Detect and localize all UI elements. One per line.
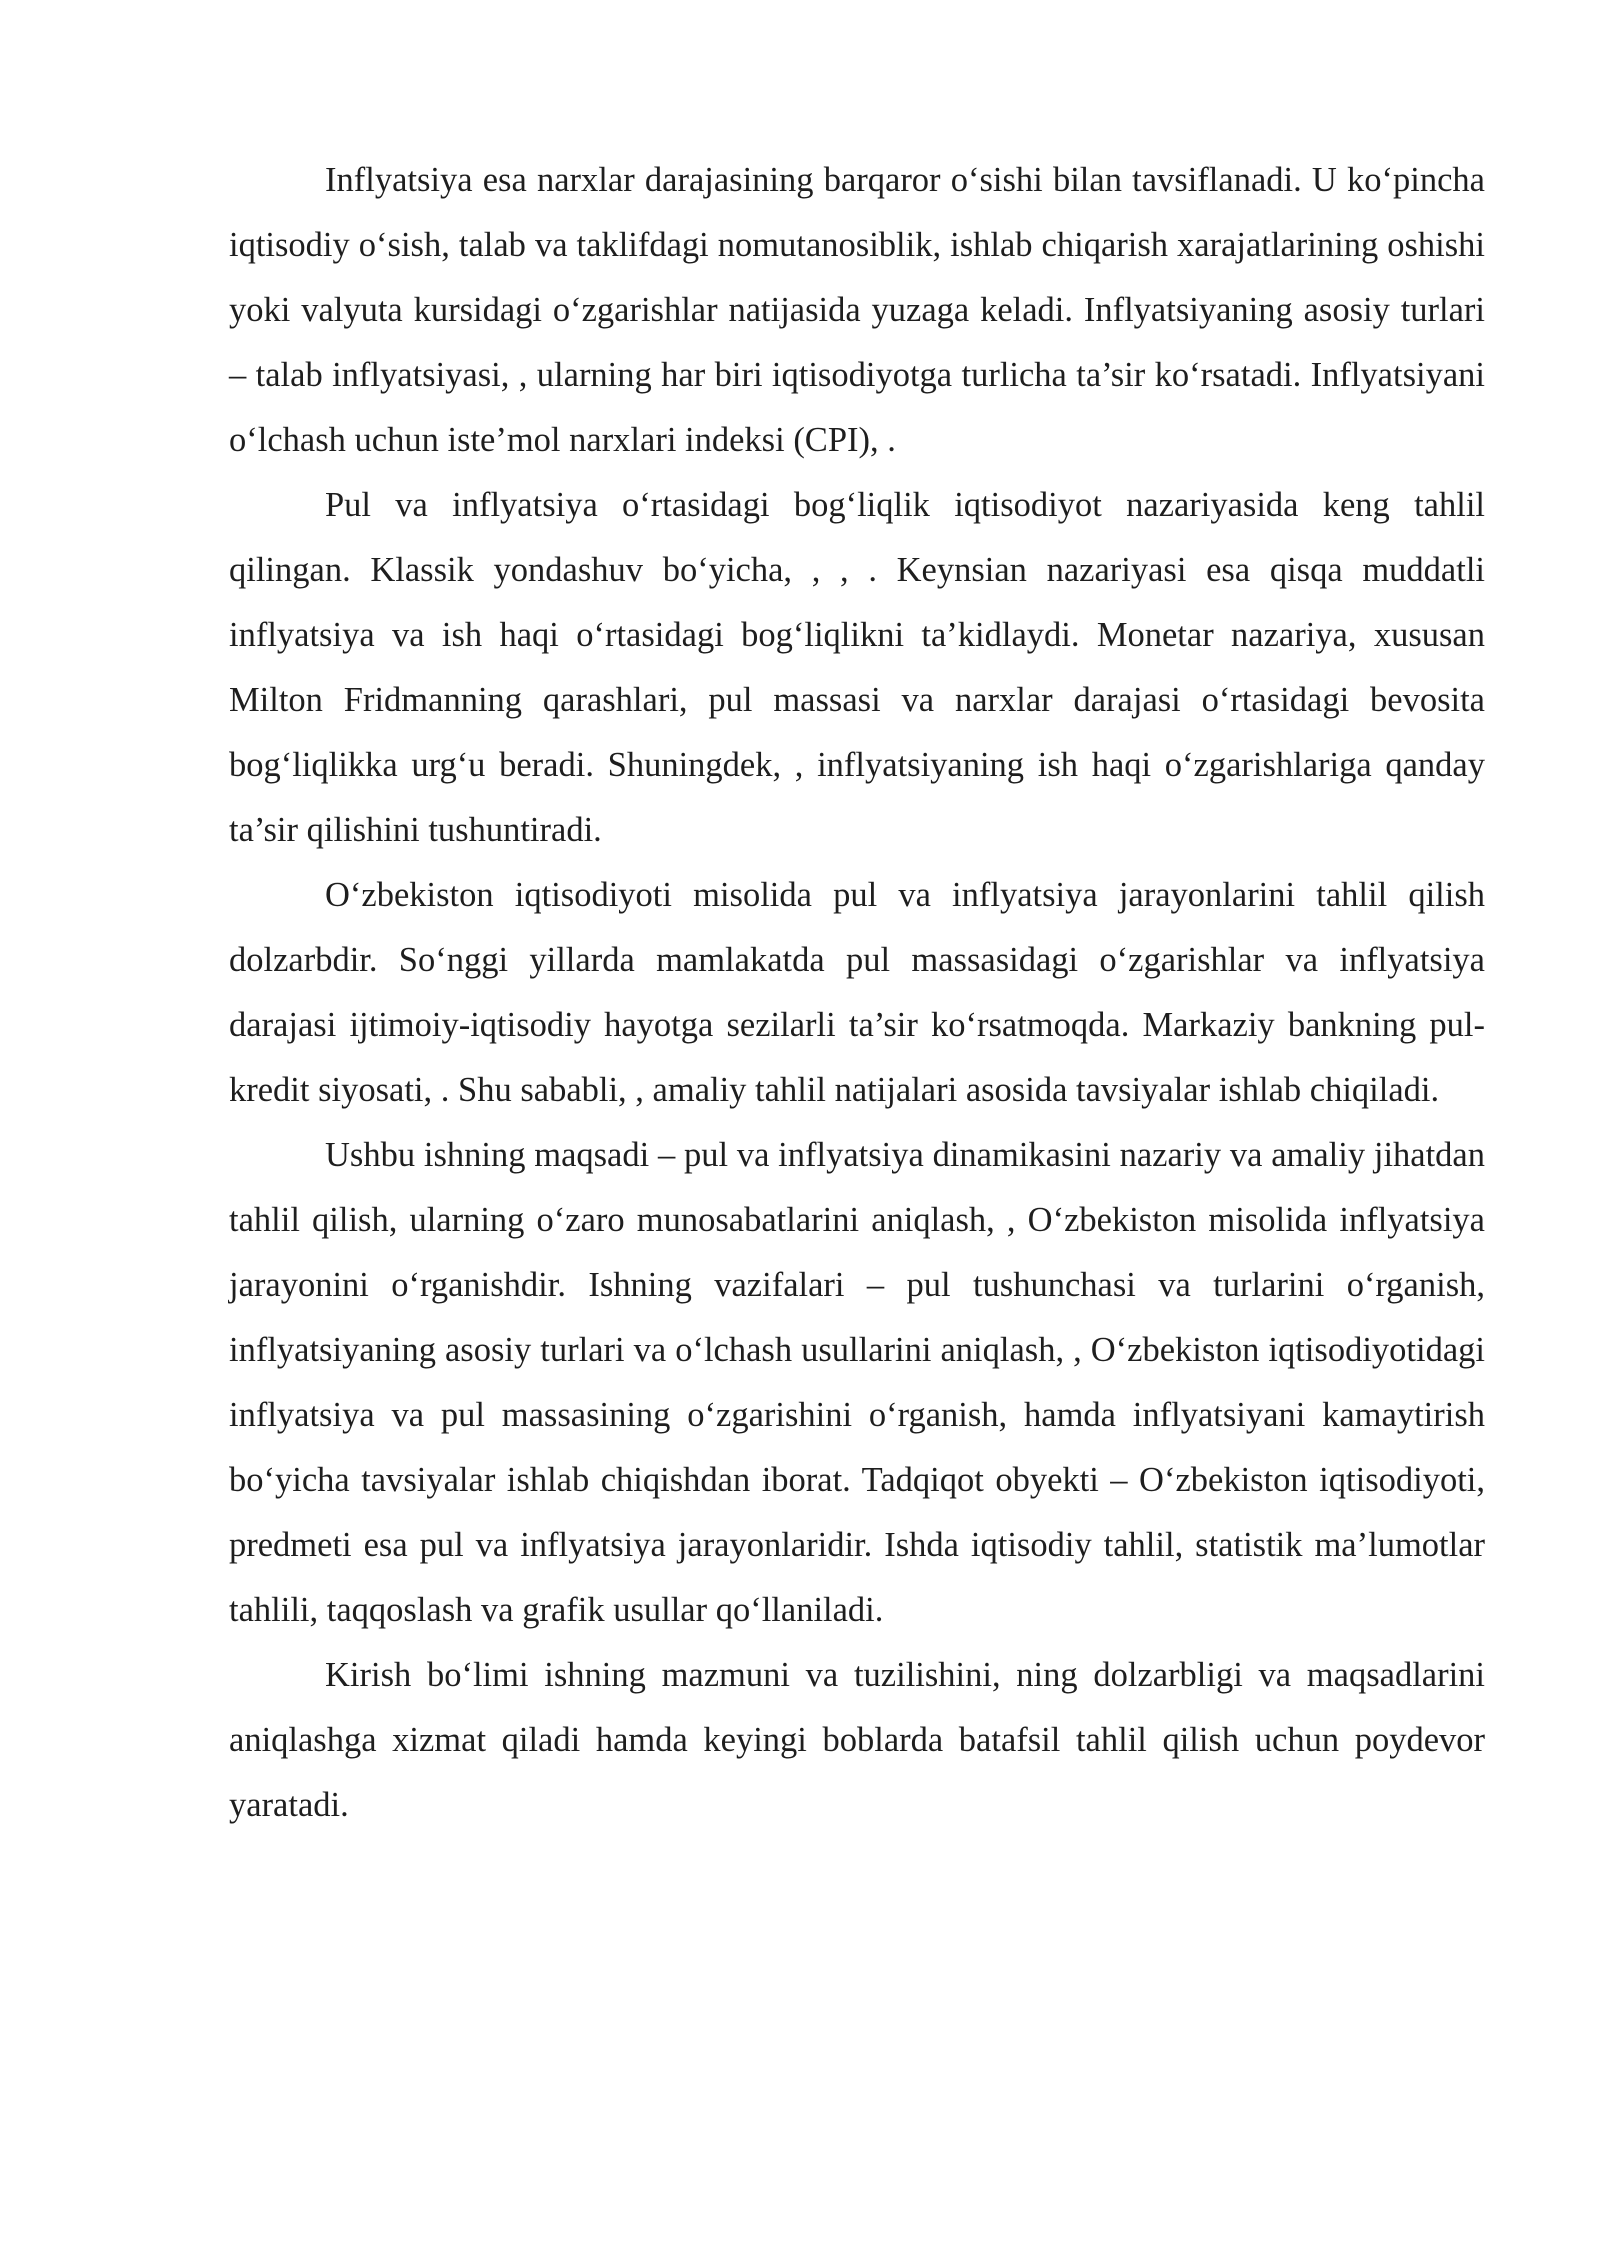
- paragraph: Ushbu ishning maqsadi – pul va inflyatsiya dinamikasini nazariy va amaliy jihatdan tahlil qilish, ularning o‘zaro munosabatlarini aniqlash, , O‘zbekiston misolida inflyatsiya jarayonini o‘rganishdir. Ishning vazifalari – pul tushunchasi va turlarini o‘rganish, inflyatsiyaning asosiy turlari va o‘lchash usullarini aniqlash, , O‘zbekiston iqtisodiyotidagi inflyatsiya va pul massasining o‘zgarishini o‘rganish, hamda inflyatsiyani kamaytirish bo‘yicha tavsiyalar ishlab chiqishdan iborat. Tadqiqot obyekti – O‘zbekiston iqtisodiyoti, predmeti esa pul va inflyatsiya jarayonlaridir. Ishda iqtisodiy tahlil, statistik ma’lumotlar tahlili, taqqoslash va grafik usullar qo‘llaniladi.: [229, 1136, 1485, 1629]
- paragraph: Kirish bo‘limi ishning mazmuni va tuzilishini, ning dolzarbligi va maqsadlarini aniqlashga xizmat qiladi hamda keyingi boblarda batafsil tahlil qilish uchun poydevor yaratadi.: [229, 1656, 1485, 1824]
- paragraph: O‘zbekiston iqtisodiyoti misolida pul va inflyatsiya jarayonlarini tahlil qilish dolzarbdir. So‘nggi yillarda mamlakatda pul massasidagi o‘zgarishlar va inflyatsiya darajasi ijtimoiy-iqtisodiy hayotga sezilarli ta’sir ko‘rsatmoqda. Markaziy bankning pul-kredit siyosati, . Shu sababli, , amaliy tahlil natijalari asosida tavsiyalar ishlab chiqiladi.: [229, 876, 1485, 1109]
- body-text: [229, 148, 1485, 1838]
- paragraph: Pul va inflyatsiya o‘rtasidagi bog‘liqlik iqtisodiyot nazariyasida keng tahlil qilingan. Klassik yondashuv bo‘yicha, , , . Keynsian nazariyasi esa qisqa muddatli inflyatsiya va ish haqi o‘rtasidagi bog‘liqlikni ta’kidlaydi. Monetar nazariya, xususan Milton Fridmanning qarashlari, pul massasi va narxlar darajasi o‘rtasidagi bevosita bog‘liqlikka urg‘u beradi. Shuningdek, , inflyatsiyaning ish haqi o‘zgarishlariga qanday ta’sir qilishini tushuntiradi.: [229, 486, 1485, 849]
- paragraph: Inflyatsiya esa narxlar darajasining barqaror o‘sishi bilan tavsiflanadi. U ko‘pincha iqtisodiy o‘sish, talab va taklifdagi nomutanosiblik, ishlab chiqarish xarajatlarining oshishi yoki valyuta kursidagi o‘zgarishlar natijasida yuzaga keladi. Inflyatsiyaning asosiy turlari – talab inflyatsiyasi, , ularning har biri iqtisodiyotga turlicha ta’sir ko‘rsatadi. Inflyatsiyani o‘lchash uchun iste’mol narxlari indeksi (CPI), .: [229, 161, 1485, 459]
